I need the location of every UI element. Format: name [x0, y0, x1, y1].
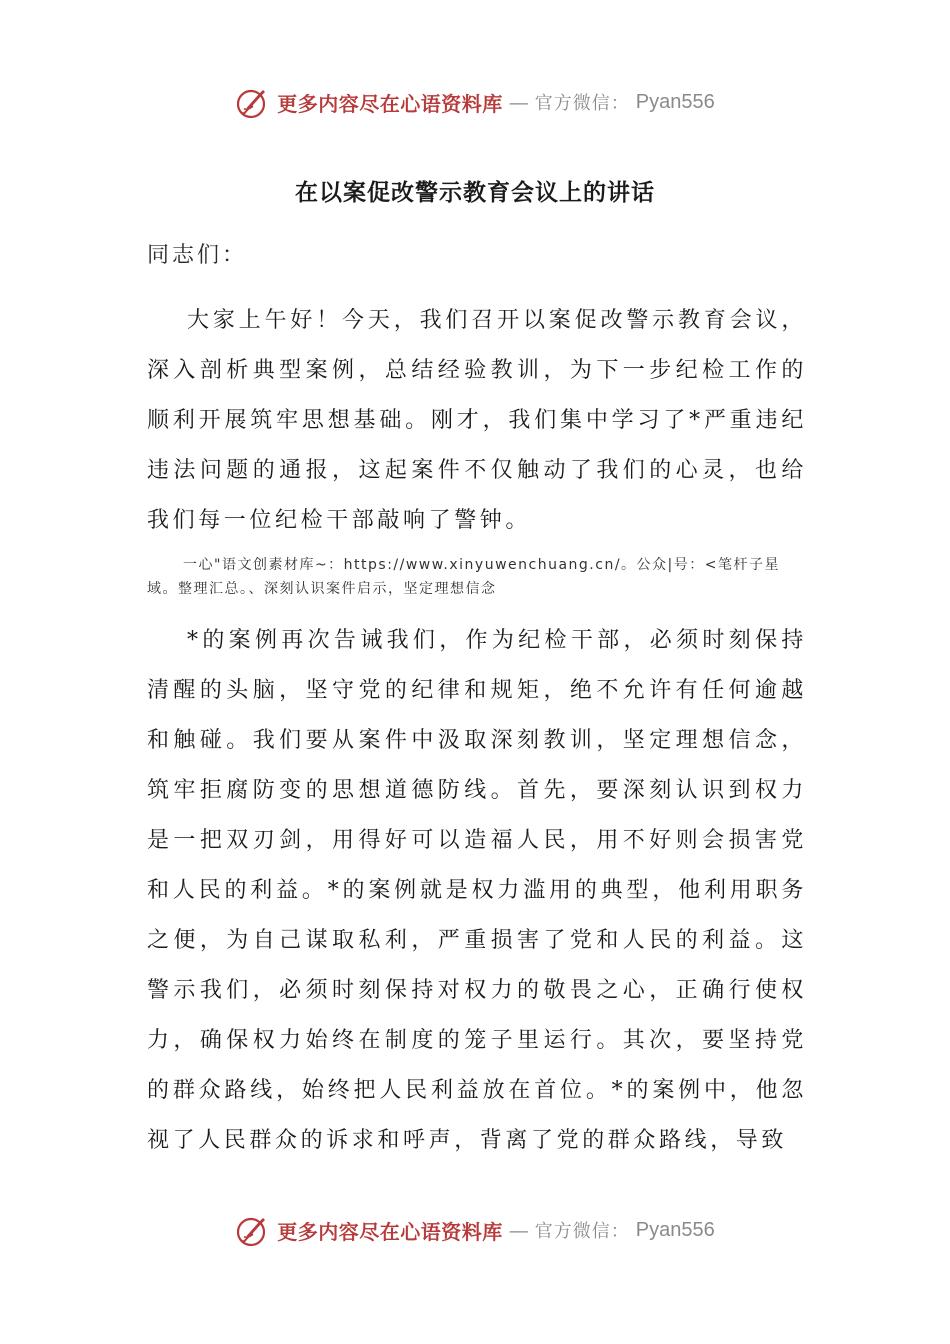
- pen-logo-icon: [235, 84, 271, 120]
- banner-brand: 更多内容尽在心语资料库: [277, 1219, 503, 1244]
- salutation: 同志们：: [147, 243, 248, 268]
- inline-note: 一心"语文创素材库~：https://www.xinyuwenchuang.cn/。公众|号：<笔杆子星域。整理汇总。、深刻认识案件启示，坚定理想信念: [147, 557, 780, 597]
- footer-banner: [0, 1208, 950, 1252]
- banner-wechat-label: 官方微信：: [534, 93, 630, 114]
- banner-dash: —: [508, 90, 529, 114]
- paragraph-1: 大家上午好！今天，我们召开以案促改警示教育会议，深入剖析典型案例，总结经验教训，为下一步纪检工作的顺利开展筑牢思想基础。刚才，我们集中学习了*严重违纪违法问题的通报，这起案件不仅触动了我们的心灵，也给我们每一位纪检干部敲响了警钟。: [147, 308, 807, 533]
- document-title: 在以案促改警示教育会议上的讲话: [295, 179, 655, 206]
- banner-brand: 更多内容尽在心语资料库: [277, 91, 503, 116]
- banner-handle: Pyan556: [635, 90, 715, 113]
- banner-wechat-label: 官方微信：: [534, 1221, 630, 1242]
- pen-logo-icon: [235, 1212, 271, 1248]
- header-banner: [0, 80, 950, 124]
- banner-handle: Pyan556: [635, 1218, 715, 1241]
- paragraph-2: *的案例再次告诫我们，作为纪检干部，必须时刻保持清醒的头脑，坚守党的纪律和规矩，绝不允许有任何逾越和触碰。我们要从案件中汲取深刻教训，坚定理想信念，筑牢拒腐防变的思想道德防线。首先，要深刻认识到权力是一把双刃剑，用得好可以造福人民，用不好则会损害党和人民的利益。*的案例就是权力滥用的典型，他利用职务之便，为自己谋取私利，严重损害了党和人民的利益。这警示我们，必须时刻保持对权力的敬畏之心，正确行使权力，确保权力始终在制度的笼子里运行。其次，要坚持党的群众路线，始终把人民利益放在首位。*的案例中，他忽视了人民群众的诉求和呼声，背离了党的群众路线，导致: [147, 628, 807, 1153]
- banner-dash: —: [508, 1218, 529, 1242]
